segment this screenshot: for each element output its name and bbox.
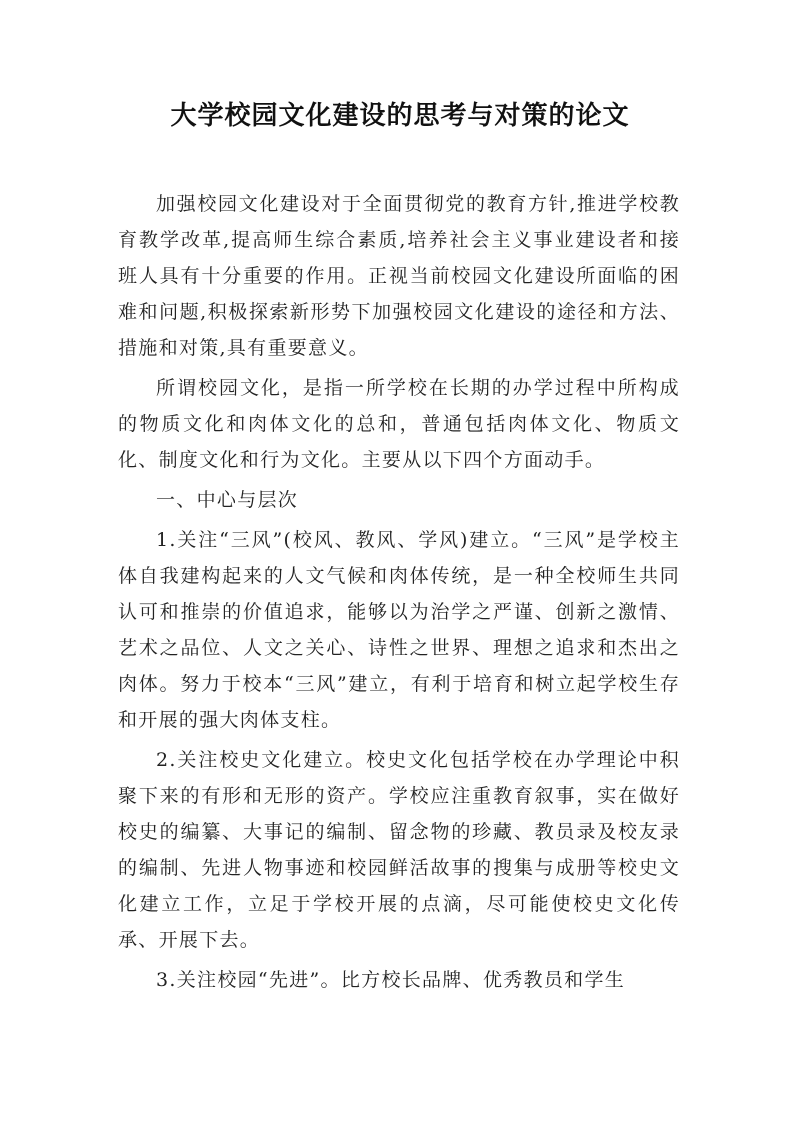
paragraph-intro: 加强校园文化建设对于全面贯彻党的教育方针,推进学校教育教学改革,提高师生综合素质,培养社会主义事业建设者和接班人具有十分重要的作用。正视当前校园文化建设所面临的困难和问题,积极探索新形势下加强校园文化建设的途径和方法、措施和对策,具有重要意义。 bbox=[118, 193, 680, 359]
paragraph-item-2: 2.关注校史文化建立。校史文化包括学校在办学理论中积聚下来的有形和无形的资产。学校应注重教育叙事，实在做好校史的编纂、大事记的编制、留念物的珍藏、教员录及校友录的编制、先进人物事迹和校园鲜活故事的搜集与成册等校史文化建立工作，立足于学校开展的点滴，尽可能使校史文化传承、开展下去。 bbox=[118, 749, 680, 951]
section-heading-1: 一、中心与层次 bbox=[156, 489, 299, 511]
paragraph-definition: 所谓校园文化，是指一所学校在长期的办学过程中所构成的物质文化和肉体文化的总和，普通包括肉体文化、物质文化、制度文化和行为文化。主要从以下四个方面动手。 bbox=[118, 377, 680, 471]
document-title: 大学校园文化建设的思考与对策的论文 bbox=[170, 101, 630, 131]
document-body bbox=[118, 186, 680, 1002]
paragraph-item-3: 3.关注校园“先进”。比方校长品牌、优秀教员和学生 bbox=[156, 969, 626, 991]
paragraph-item-1: 1.关注“三风”(校风、教风、学风)建立。“三风”是学校主体自我建构起来的人文气候和肉体传统，是一种全校师生共同认可和推崇的价值追求，能够以为治学之严谨、创新之激情、艺术之品位、人文之关心、诗性之世界、理想之追求和杰出之肉体。努力于校本“三风”建立，有利于培育和树立起学校生存和开展的强大肉体支柱。 bbox=[118, 529, 680, 731]
